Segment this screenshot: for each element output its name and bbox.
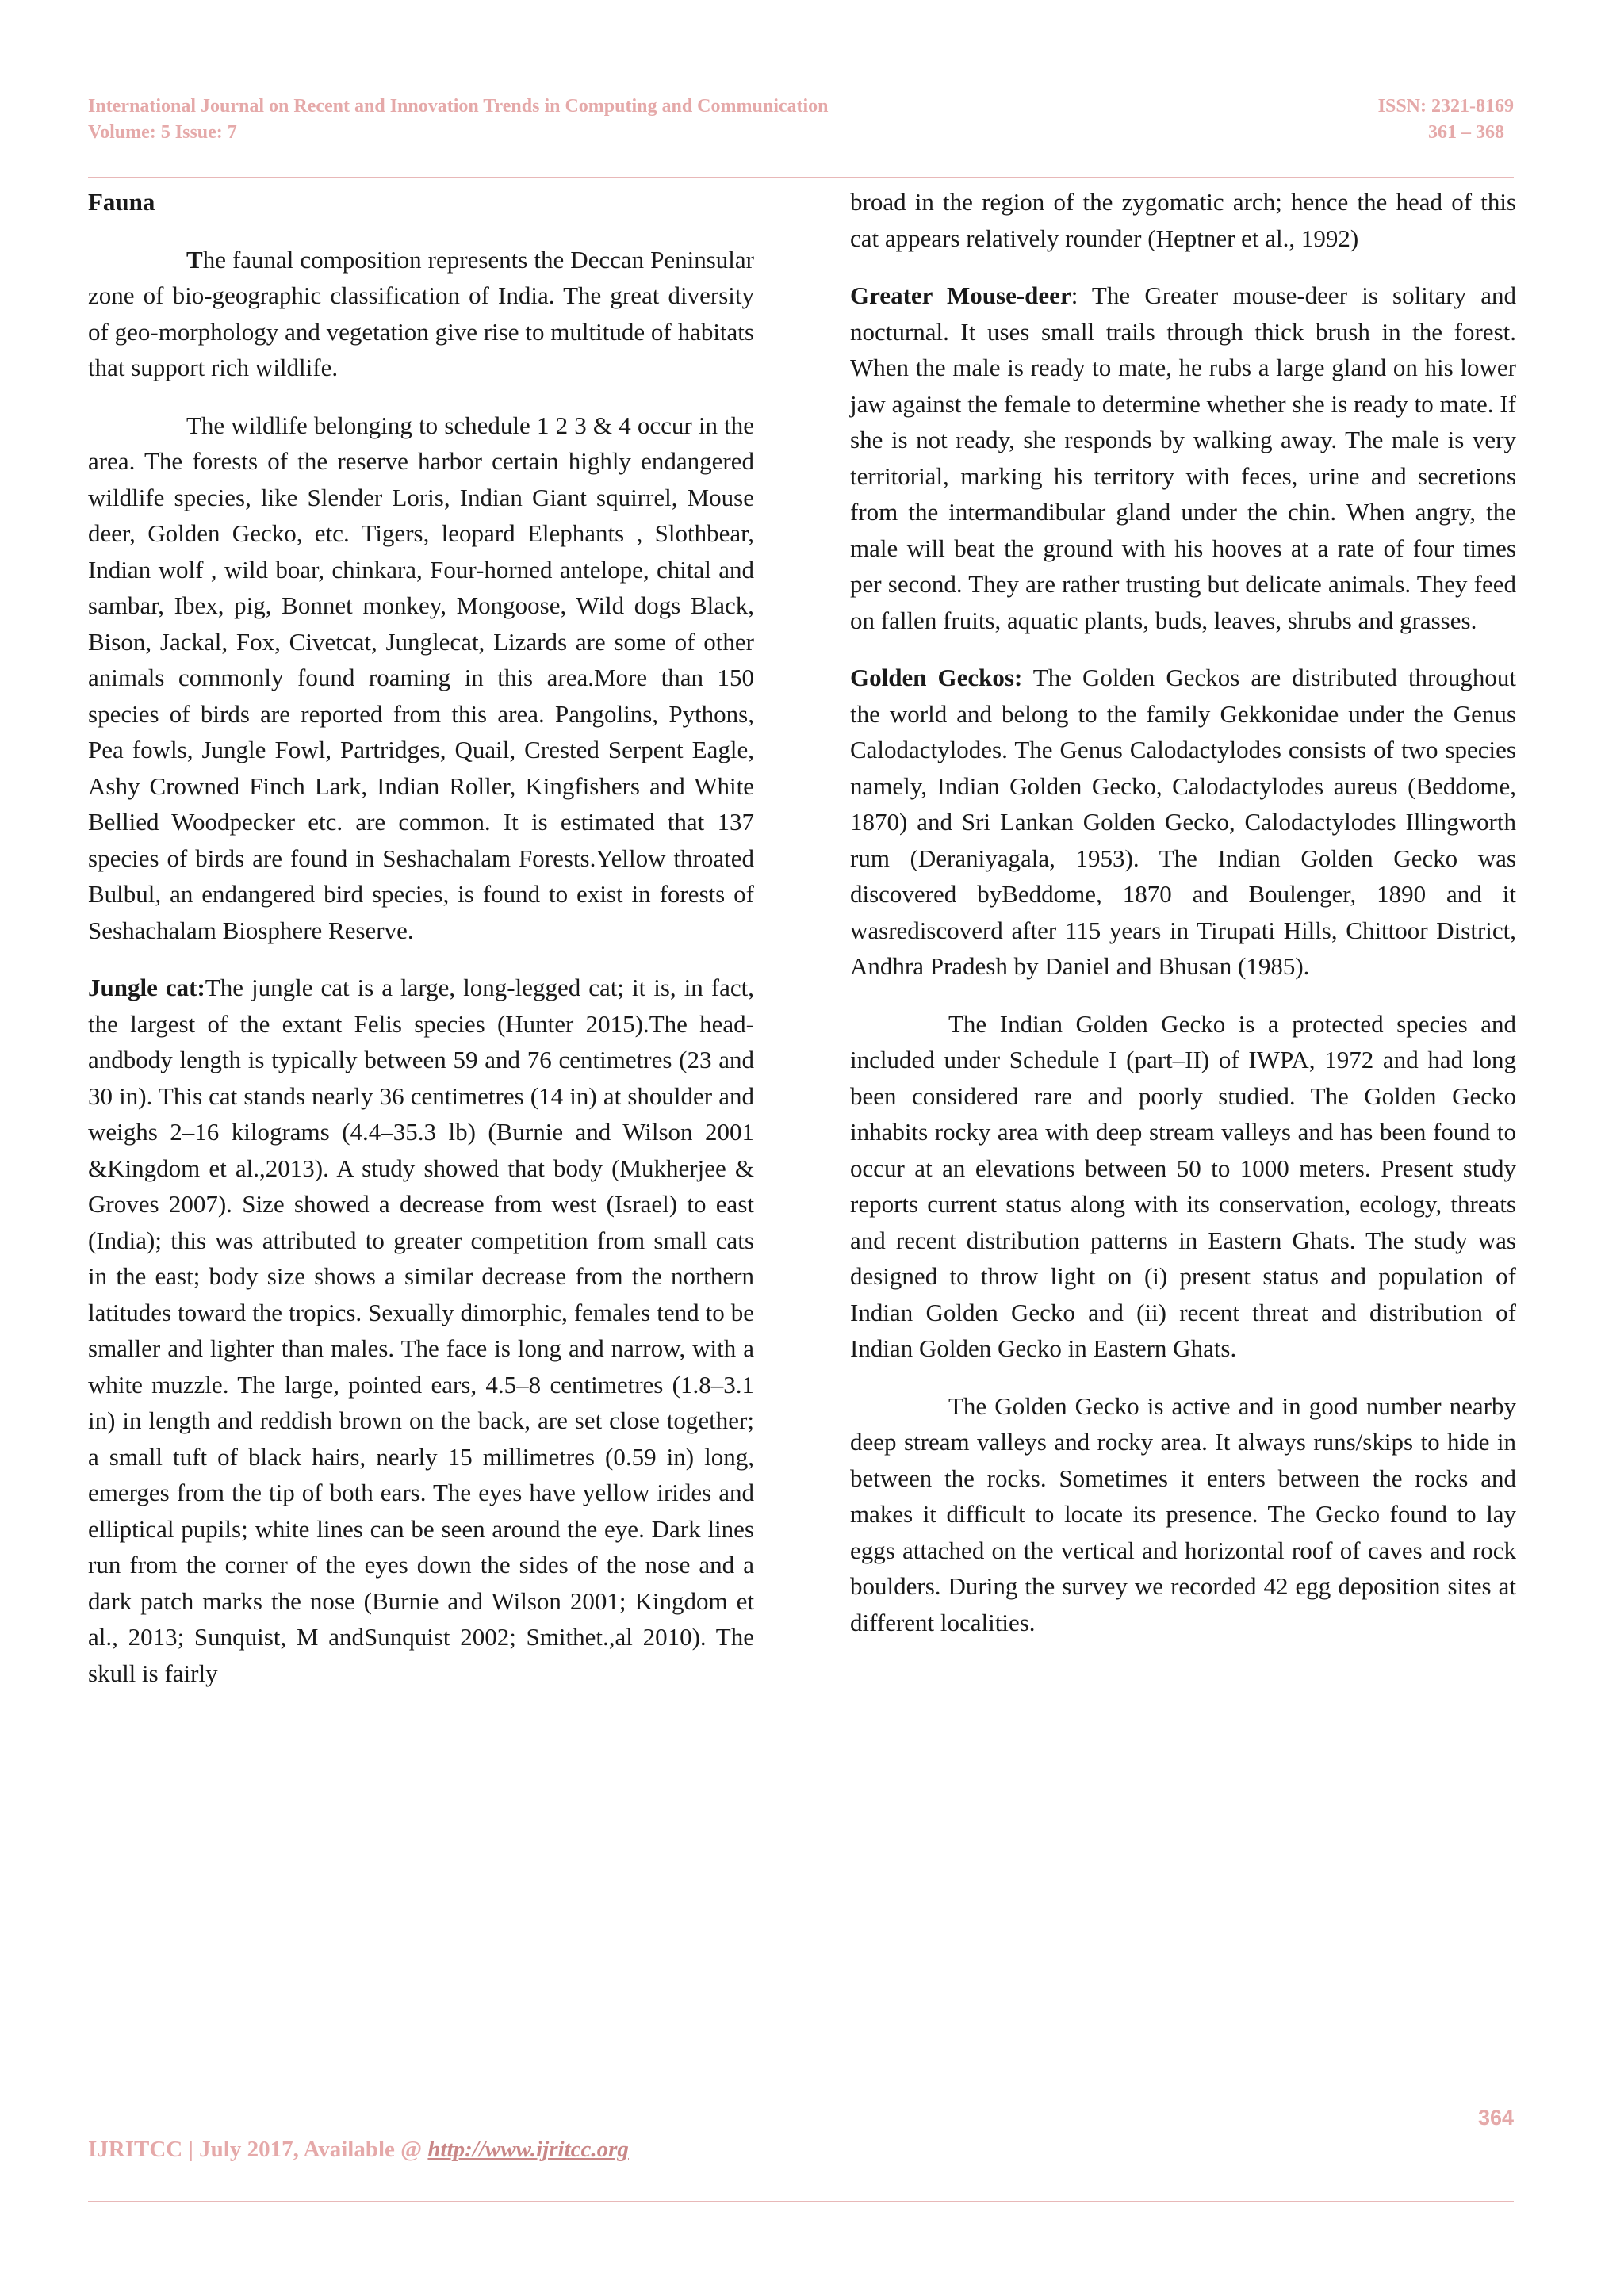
paragraph-wildlife: The wildlife belonging to schedule 1 2 3 & 4 occur in the area. The forests of the reserve harbor certain highly endangered wildlife species, like Slender Loris, Indian Giant squirrel, Mouse deer, Golden Gecko, etc. Tigers, leopard Elephants , Slothbear, Indian wolf , wild boar, chinkara, Four-horned antelope, chital and sambar, Ibex, pig, Bonnet monkey, Mongoose, Wild dogs Black, Bison, Jackal, Fox, Civetcat, Junglecat, Lizards are some of other animals commonly found roaming in this area.More than 150 species of birds are reported from this area. Pangolins, Pythons, Pea fowls, Jungle Fowl, Partridges, Quail, Crested Serpent Eagle, Ashy Crowned Finch Lark, Indian Roller, Kingfishers and White Bellied Woodpecker etc. are common. It is estimated that 137 species of birds are found in Seshachalam Forests.Yellow throated Bulbul, an endangered bird species, is found to exist in forests of Seshachalam Biosphere Reserve. bbox=[88, 411, 754, 944]
paragraph-gecko-survey: The Golden Gecko is active and in good number nearby deep stream valleys and rocky area. It always runs/skips to hide in between the rocks. Sometimes it enters between the rocks and makes it difficult to locate its presence. The Gecko found to lay eggs attached on the vertical and horizontal roof of caves and rock boulders. During the survey we recorded 42 egg deposition sites at different localities. bbox=[850, 1391, 1516, 1636]
mouse-deer-label: Greater Mouse-deer bbox=[850, 281, 1071, 309]
golden-geckos-text: The Golden Geckos are distributed throughout the world and belong to the family Gekkonidae under the Genus Calodactylodes. The Genus Calodactylodes consists of two species namely, Indian Golden Gecko, Calodactylodes aureus (Beddome, 1870) and Sri Lankan Golden Gecko, Calodactylodes Illingworth rum (Deraniyagala, 1953). The Indian Golden Gecko was discovered byBeddome, 1870 and Boulenger, 1890 and it wasrediscoverd after 115 years in Tirupati Hills, Chittoor District, Andhra Pradesh by Daniel and Bhusan (1985). bbox=[850, 664, 1516, 980]
page-number: 364 bbox=[1477, 2106, 1514, 2130]
drop-initial: T bbox=[186, 245, 203, 274]
jungle-cat-label: Jungle cat: bbox=[88, 974, 205, 1001]
section-heading: Fauna bbox=[88, 188, 155, 216]
paragraph-continued: broad in the region of the zygomatic arch; hence the head of this cat appears relatively rounder (Heptner et al., 1992) bbox=[850, 188, 1516, 252]
paragraph-gecko-status: The Indian Golden Gecko is a protected species and included under Schedule I (part–II) of IWPA, 1972 and had long been considered rare and poorly studied. The Golden Gecko inhabits rocky area with deep stream valleys and has been found to occur at an elevations between 50 to 1000 meters. Present study reports current status along with its conservation, ecology, threats and recent distribution patterns in Eastern Ghats. The study was designed to throw light on (i) present status and population of Indian Golden Gecko and (ii) recent threat and distribution of Indian Golden Gecko in Eastern Ghats. bbox=[850, 1009, 1516, 1362]
header-rule bbox=[88, 177, 1514, 178]
running-footer bbox=[88, 2137, 629, 2163]
right-column bbox=[850, 184, 1516, 1640]
volume-issue: Volume: 5 Issue: 7 bbox=[88, 122, 237, 143]
running-header bbox=[88, 94, 1514, 146]
paragraph-intro-text: he faunal composition represents the Deccan Peninsular zone of bio-geographic classification of India. The great diversity of geo-morphology and vegetation give rise to multitude of habitats that support rich wildlife. bbox=[88, 245, 754, 381]
footer-text: IJRITCC | July 2017, Available @ bbox=[88, 2137, 428, 2162]
jungle-cat-text: The jungle cat is a large, long-legged cat; it is, in fact, the largest of the extant Felis species (Hunter 2015).The head-andbody length is typically between 59 and 76 centimetres (23 and 30 in). This cat stands nearly 36 centimetres (14 in) at shoulder and weighs 2–16 kilograms (4.4–35.3 lb) (Burnie and Wilson 2001 &Kingdom et al.,2013). A study showed that body (Mukherjee & Groves 2007). Size showed a decrease from west (Israel) to east (India); this was attributed to greater competition from small cats in the east; body size shows a similar decrease from the northern latitudes toward the tropics. Sexually dimorphic, females tend to be smaller and lighter than males. The face is long and narrow, with a white muzzle. The large, pointed ears, 4.5–8 centimetres (1.8–3.1 in) in length and reddish brown on the back, are set close together; a small tuft of black hairs, nearly 15 millimetres (0.59 in) long, emerges from the tip of both ears. The eyes have yellow irides and elliptical pupils; white lines can be seen around the eye. Dark lines run from the corner of the eyes down the sides of the nose and a dark patch marks the nose (Burnie and Wilson 2001; Kingdom et al., 2013; Sunquist, M andSunquist 2002; Smithet.,al 2010). The skull is fairly bbox=[88, 974, 754, 1687]
paragraph-mouse-deer bbox=[850, 277, 1516, 638]
mouse-deer-text: : The Greater mouse-deer is solitary and nocturnal. It uses small trails through thick brush in the forest. When the male is ready to mate, he rubs a large gland on his lower jaw against the female to determine whether she is ready to mate. If she is not ready, she responds by walking away. The male is very territorial, marking his territory with feces, urine and secretions from the intermandibular gland under the chin. When angry, the male will beat the ground with his hooves at a rate of four times per second. They are rather trusting but delicate animals. They feed on fallen fruits, aquatic plants, buds, leaves, shrubs and grasses. bbox=[850, 281, 1516, 634]
paragraph-jungle-cat bbox=[88, 970, 754, 1691]
paragraph-golden-geckos bbox=[850, 660, 1516, 985]
footer-rule bbox=[88, 2201, 1514, 2202]
golden-geckos-label: Golden Geckos: bbox=[850, 664, 1023, 691]
journal-title: International Journal on Recent and Innovation Trends in Computing and Communication bbox=[88, 96, 829, 117]
left-column bbox=[88, 184, 754, 1691]
issn: ISSN: 2321-8169 bbox=[1377, 96, 1514, 117]
page-range: 361 – 368 bbox=[1428, 122, 1504, 143]
journal-link[interactable]: http://www.ijritcc.org bbox=[427, 2137, 629, 2162]
paragraph-intro bbox=[88, 242, 754, 386]
